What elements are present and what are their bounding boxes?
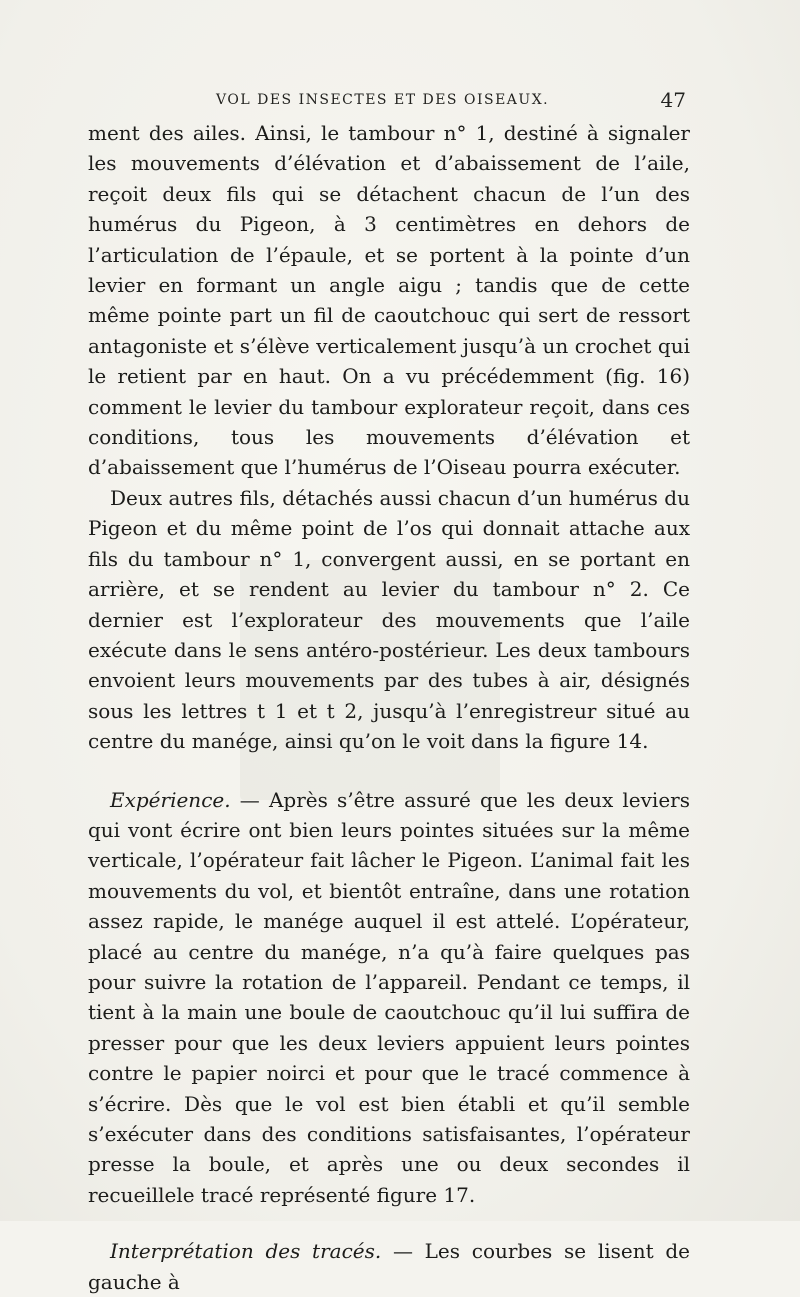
paragraph-interpretation xyxy=(88,1236,690,1297)
paragraph-two: Deux autres fils, détachés aussi chacun d’un humérus du Pigeon et du même point de l’os qui donnait attache aux fils du tambour n° 1, convergent aussi, en se portant en arrière, et se rendent au levier du tambour n° 2. Ce dernier est l’explorateur des mouvements que l’aile exécute dans le sens antéro-postérieur. Les deux tambours envoient leurs mouvements par des tubes à air, désignés sous les lettres t 1 et t 2, jusqu’à l’enregistreur situé au centre du manége, ainsi qu’on le voit dans la figure 14. xyxy=(88,485,690,754)
paragraph-continuation: ment des ailes. Ainsi, le tambour n° 1, destiné à signaler les mouvements d’élévation et d’abaissement de l’aile, reçoit deux fils qui se détachent chacun de l’un des humérus du Pigeon, à 3 centimètres en dehors de l’articulation de l’épaule, et se portent à la pointe d’un levier en formant un angle aigu ; tandis que de cette même pointe part un fil de caoutchouc qui sert de ressort antagoniste et s’élève verticalement jusqu’à un crochet qui le retient par en haut. On a vu précédemment (fig. 16) comment le levier du tambour explorateur reçoit, dans ces conditions, tous les mouvements d’élévation et d’abaissement que l’humérus de l’Oiseau pourra exécuter. xyxy=(88,121,690,480)
page-number: 47 xyxy=(660,88,686,112)
page-header xyxy=(88,88,686,118)
interpretation-text: — Les courbes se lisent de gauche à xyxy=(88,1239,690,1294)
interpretation-label: Interprétation des tracés. xyxy=(110,1239,382,1264)
paragraph-experience xyxy=(88,785,690,1211)
experience-label: Expérience. xyxy=(110,787,231,812)
experience-text: — Après s’être assuré que les deux leviers qui vont écrire ont bien leurs pointes situées sur la même verticale, l’opérateur fait lâcher le Pigeon. L’animal fait les mouvements du vol, et bientôt entraîne, dans une rotation assez rapide, le manége auquel il est attelé. L’opérateur, placé au centre du manége, n’a qu’à faire quelques pas pour suivre la rotation de l’appareil. Pendant ce temps, il tient à la main une boule de caoutchouc qu’il lui suffira de presser pour que les deux leviers appuient leurs pointes contre le papier noirci et pour que le tracé commence à s’écrire. Dès que le vol est bien établi et qu’il semble s’exécuter dans des conditions satisfaisantes, l’opérateur presse la boule, et après une ou deux secondes il recueillele tracé représenté figure 17. xyxy=(88,787,690,1207)
body-text xyxy=(88,118,690,1297)
running-title: VOL DES INSECTES ET DES OISEAUX. xyxy=(216,92,550,108)
